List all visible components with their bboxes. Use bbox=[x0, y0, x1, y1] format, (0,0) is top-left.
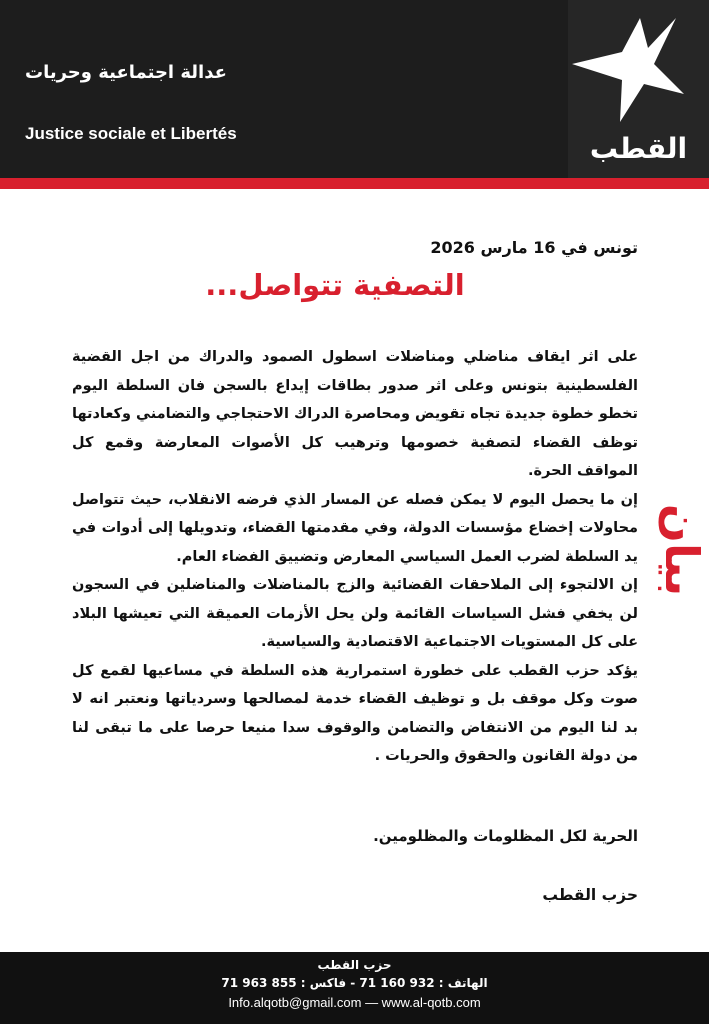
party-logo bbox=[568, 0, 709, 178]
header-accent-bar bbox=[0, 178, 709, 189]
statement-body bbox=[72, 343, 638, 771]
french-tagline: Justice sociale et Libertés bbox=[25, 124, 237, 143]
paragraph: على اثر ايقاف مناضلي ومناضلات اسطول الصمود والدراك من اجل القضية الفلسطينية بتونس وعلى اثر صدور بطاقات إيداع بالسجن فان السلطة اليوم تخطو خطوة جديدة تجاه تقويض ومحاصرة الدراك الاحتجاجي والتضامني وكعادتها توظف القضاء لتصفية خصومها وترهيب كل الأصوات المعارضة وقمع كل المواقف الحرة. bbox=[72, 349, 638, 479]
logo-wordmark: القطب bbox=[589, 132, 688, 165]
footer-party-name: حزب القطب bbox=[317, 958, 392, 972]
paragraph: يؤكد حزب القطب على خطورة استمرارية هذه السلطة في مساعيها لقمع كل صوت وكل موقف بل و توظيف القضاء خدمة لمصالحها وسردياتها ونعتبر انه لا بد لنا اليوم من الانتفاض والتضامن والوقوف سدا منيعا حرصا على ما تبقى لنا من دولة القانون والحقوق والحريات . bbox=[72, 662, 638, 764]
footer-contact: الهاتف : 932 160 71 - فاكس : 855 963 71 bbox=[221, 976, 488, 990]
letterhead-header bbox=[0, 0, 709, 178]
paragraph: إن ما يحصل اليوم لا يمكن فصله عن المسار الذي فرضه الانقلاب، حيث تتواصل محاولات إخضاع مؤسسات الدولة، وفي مقدمتها القضاء، وتدويلها إلى أدوات في يد السلطة لضرب العمل السياسي المعارض وتضييق الفضاء العام. bbox=[72, 491, 638, 565]
paragraph: إن الالتجوء إلى الملاحقات القضائية والزج بالمناضلات والمناضلين في السجون لن يخفي فشل السياسات القائمة ولن يحل الأزمات العميقة التي تعيشها البلاد على كل المستويات الاجتماعية الاقتصادية والسياسية. bbox=[72, 577, 638, 650]
letterhead-footer bbox=[0, 952, 709, 1024]
document-title: التصفية تتواصل... bbox=[205, 268, 465, 302]
closing-line: الحرية لكل المظلومات والمظلومين. bbox=[373, 827, 638, 845]
arabic-tagline: عدالة اجتماعية وحريات bbox=[25, 62, 227, 83]
document-date: تونس في 16 مارس 2026 bbox=[430, 238, 638, 257]
signature: حزب القطب bbox=[542, 886, 638, 904]
footer-web: Info.alqotb@gmail.com — www.al-qotb.com bbox=[228, 995, 481, 1010]
star-icon bbox=[568, 14, 688, 129]
side-label: بيان bbox=[655, 503, 709, 597]
